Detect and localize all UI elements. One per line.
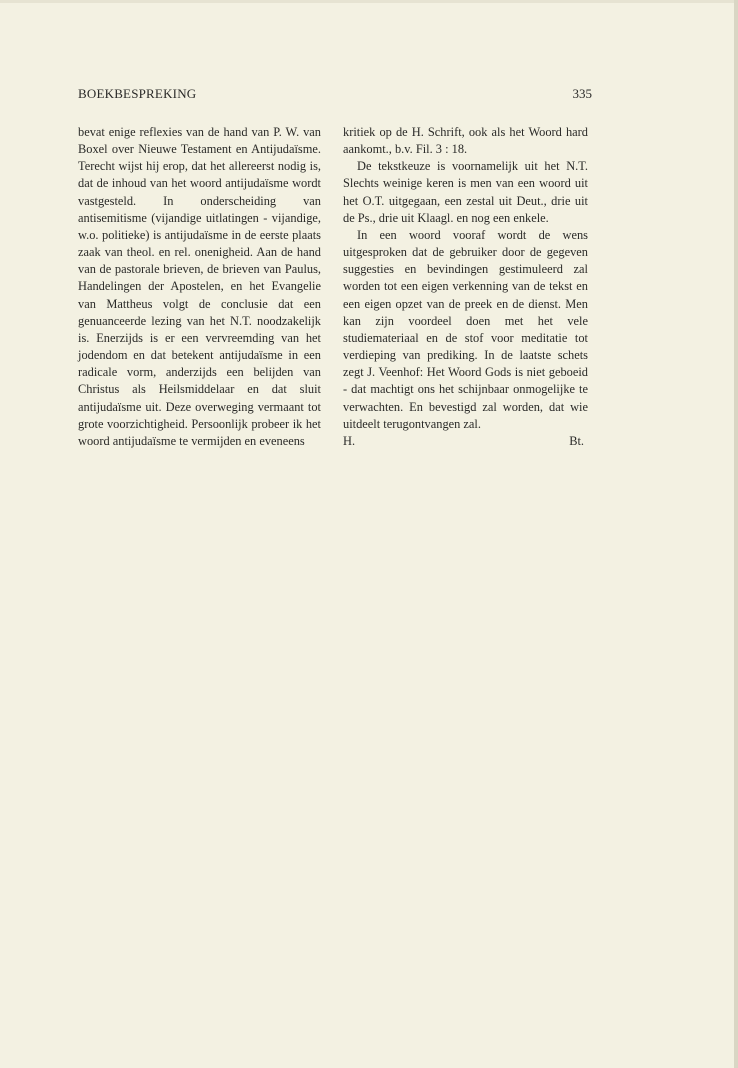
running-header <box>78 86 592 102</box>
reviewer-signature <box>343 433 588 450</box>
right-paragraph-3: In een woord vooraf wordt de wens uitgesproken dat de gebruiker door de gegeven suggesties en bevindingen gestimuleerd zal worden tot een eigen verkenning van de tekst en een eigen opzet van de preek en de dienst. Men kan zijn voordeel doen met het vele studiemateriaal en de stof voor meditatie tot verdieping van prediking. In de laatste schets zegt J. Veenhof: Het Woord Gods is niet geboeid - dat machtigt ons het schijnbaar onmogelijke te verwachten. En bevestigd zal worden, dat wie uitdeelt terugontvangen zal. <box>343 227 588 431</box>
signature-initial: H. <box>343 433 356 448</box>
signature-abbrev: Bt. <box>569 433 584 448</box>
right-paragraph-2: De tekstkeuze is voornamelijk uit het N.T. Slechts weinige keren is men van een woord uit het O.T. uitgegaan, een zestal uit Deut., drie uit de Ps., drie uit Klaagl. en nog een enkele. <box>343 159 588 225</box>
right-paragraph-1: kritiek op de H. Schrift, ook als het Woord hard aankomt., b.v. Fil. 3 : 18. <box>343 125 588 157</box>
section-title: BOEKBESPREKING <box>78 86 197 101</box>
left-paragraph-1: bevat enige reflexies van de hand van P. W. van Boxel over Nieuwe Testament en Antijudaïsme. Terecht wijst hij erop, dat het allereerst nodig is, dat de inhoud van het woord antijudaïsme wordt vastgesteld. In onderscheiding van antisemitisme (vijandige uitlatingen - vijandige, w.o. politieke) is antijudaïsme in de eerste plaats zaak van theol. en rel. onenigheid. Aan de hand van de pastorale brieven, de brieven van Paulus, Handelingen der Apostelen, en het Evangelie van Mattheus volgt de conclusie dat een genuanceerde lezing van het N.T. noodzakelijk is. Enerzijds is er een vervreemding van het jodendom en dat betekent antijudaïsme in een radicale vorm, anderzijds een belijden van Christus als Heilsmiddelaar en dat sluit antijudaïsme uit. Deze overweging vermaant tot grote voorzichtigheid. Persoonlijk probeer ik het woord antijudaïsme te vermijden en eveneens <box>78 125 321 448</box>
right-column <box>343 124 588 450</box>
left-column <box>78 124 321 450</box>
page-right-edge <box>734 0 738 1068</box>
page-top-edge <box>0 0 738 3</box>
page-number: 335 <box>572 86 592 101</box>
